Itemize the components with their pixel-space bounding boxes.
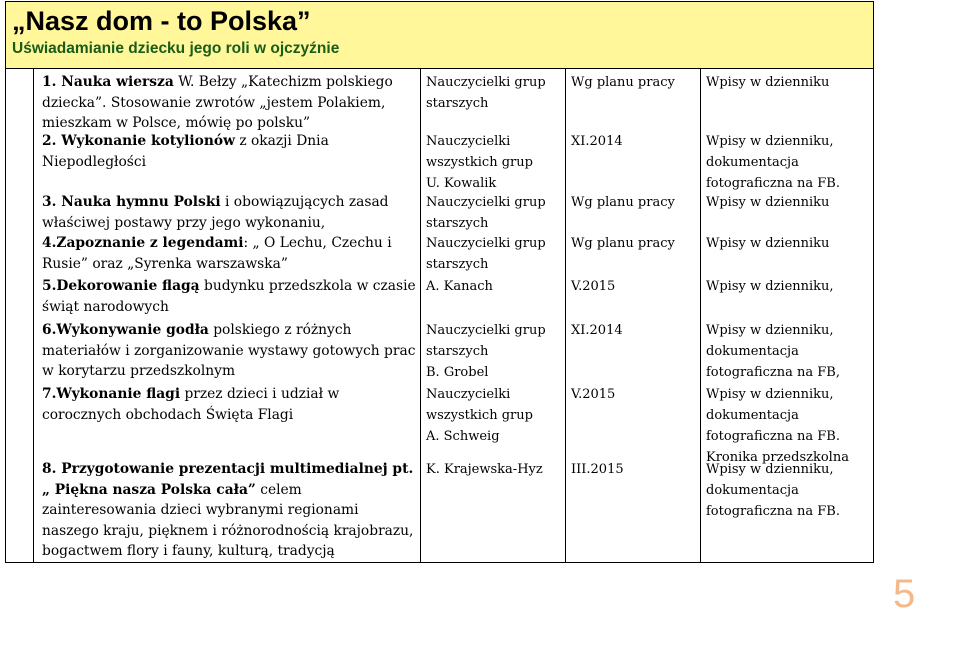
documentation-entry: Wpisy w dzienniku <box>706 75 830 90</box>
page-title: „Nasz dom - to Polska” <box>12 6 311 36</box>
responsible-cell <box>421 69 566 563</box>
documentation-entry: Wpisy w dzienniku <box>706 195 830 210</box>
task-item: 8. Przygotowanie prezentacji multimedialnej pt. „ Piękna nasza Polska cała” celem zainteresowania dzieci wybranymi regionami naszego kraju, pięknem i różnorodnością krajobrazu, bogactwem flory i fauny, kulturą, tradycją <box>42 461 414 559</box>
date-entry: Wg planu pracy <box>571 236 675 251</box>
date-entry: V.2015 <box>571 387 616 402</box>
table-row <box>6 69 874 563</box>
documentation-entry: Wpisy w dzienniku, dokumentacja fotograficzna na FB. Kronika przedszkolna <box>706 387 849 465</box>
documentation-entry: Wpisy w dzienniku, dokumentacja fotograficzna na FB. <box>706 462 840 519</box>
header-row <box>6 2 874 69</box>
task-item: 1. Nauka wiersza W. Bełzy „Katechizm polskiego dziecka”. Stosowanie zwrotów „jestem Polakiem, mieszkam w Polsce, mówię po polsku” <box>42 74 393 131</box>
responsible-entry: Nauczycielki grup starszych <box>426 75 546 111</box>
responsible-entry: Nauczycielki wszystkich grup A. Schweig <box>426 387 533 444</box>
page-number: 5 <box>893 572 916 616</box>
date-entry: XI.2014 <box>571 134 623 149</box>
documentation-entry: Wpisy w dzienniku, dokumentacja fotograficzna na FB, <box>706 323 840 380</box>
task-item: 2. Wykonanie kotylionów z okazji Dnia Niepodległości <box>42 133 329 170</box>
date-entry: Wg planu pracy <box>571 75 675 90</box>
responsible-entry: Nauczycielki grup starszych <box>426 236 546 272</box>
task-item: 6.Wykonywanie godła polskiego z różnych materiałów i zorganizowanie wystawy gotowych prac w korytarzu przedszkolnym <box>42 322 416 379</box>
documentation-entry: Wpisy w dzienniku, dokumentacja fotograficzna na FB. <box>706 134 840 191</box>
tasks-cell <box>34 69 421 563</box>
responsible-entry: Nauczycielki wszystkich grup U. Kowalik <box>426 134 533 191</box>
responsible-entry: K. Krajewska-Hyz <box>426 462 543 477</box>
documentation-entry: Wpisy w dzienniku <box>706 236 830 251</box>
responsible-entry: Nauczycielki grup starszych <box>426 195 546 231</box>
header-cell <box>6 2 874 69</box>
task-item: 4.Zapoznanie z legendami: „ O Lechu, Czechu i Rusie” oraz „Syrenka warszawska” <box>42 235 392 272</box>
date-entry: III.2015 <box>571 462 624 477</box>
date-entry: V.2015 <box>571 279 616 294</box>
responsible-entry: A. Kanach <box>426 279 493 294</box>
task-item: 5.Dekorowanie flagą budynku przedszkola w czasie świąt narodowych <box>42 278 416 315</box>
program-table-container <box>5 1 873 588</box>
task-item: 7.Wykonanie flagi przez dzieci i udział w corocznych obchodach Święta Flagi <box>42 386 340 423</box>
documentation-entry: Wpisy w dzienniku, <box>706 279 834 294</box>
documentation-cell <box>701 69 874 563</box>
date-entry: Wg planu pracy <box>571 195 675 210</box>
dates-cell <box>566 69 701 563</box>
date-entry: XI.2014 <box>571 323 623 338</box>
program-table <box>5 1 874 563</box>
blank-cell <box>6 69 34 563</box>
task-item: 3. Nauka hymnu Polski i obowiązujących zasad właściwej postawy przy jego wykonaniu, <box>42 194 389 231</box>
responsible-entry: Nauczycielki grup starszych B. Grobel <box>426 323 546 380</box>
page-subtitle: Uświadamianie dziecku jego roli w ojczyźnie <box>12 40 340 57</box>
